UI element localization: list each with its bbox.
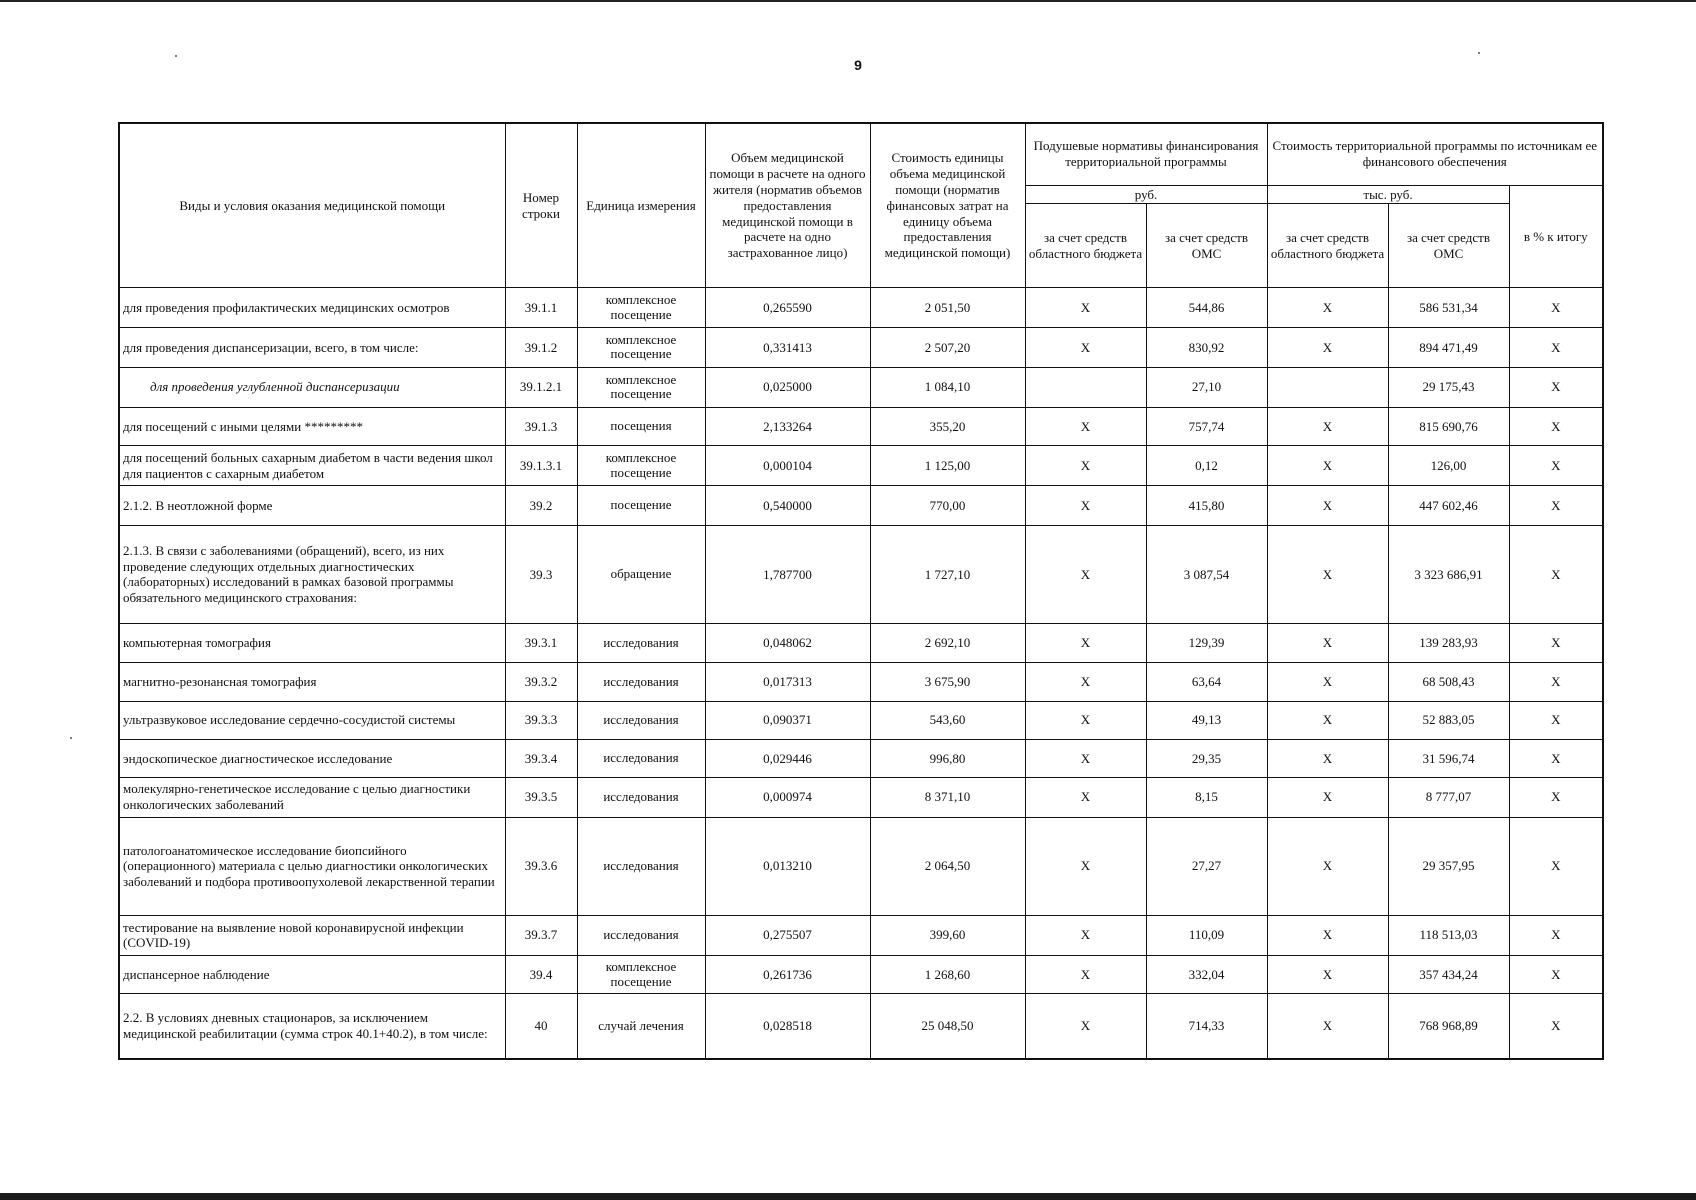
table-row	[119, 407, 1603, 446]
row-percent-cell: X	[1509, 955, 1603, 994]
row-name-cell: для проведения профилактических медицинских осмотров	[119, 288, 505, 328]
table-row	[119, 328, 1603, 368]
row-per-capita-oms-cell: 0,12	[1146, 446, 1267, 486]
table-row	[119, 288, 1603, 328]
row-program-budget-cell: X	[1267, 994, 1388, 1059]
table-row	[119, 662, 1603, 701]
row-percent-cell: X	[1509, 994, 1603, 1059]
row-percent-cell: X	[1509, 662, 1603, 701]
row-program-oms-cell: 29 357,95	[1388, 817, 1509, 915]
row-per-capita-oms-cell: 8,15	[1146, 777, 1267, 817]
row-number-cell: 39.3.6	[505, 817, 577, 915]
row-volume-cell: 0,025000	[705, 367, 870, 407]
row-number-cell: 39.3.4	[505, 740, 577, 778]
header-tp-regional-budget: за счет средств областного бюджета	[1267, 204, 1388, 288]
row-cost-cell: 3 675,90	[870, 662, 1025, 701]
row-unit-cell: исследования	[577, 777, 705, 817]
row-number-cell: 39.1.1	[505, 288, 577, 328]
row-volume-cell: 0,028518	[705, 994, 870, 1059]
row-percent-cell: X	[1509, 740, 1603, 778]
row-program-oms-cell: 139 283,93	[1388, 624, 1509, 663]
header-pc-oms: за счет средств ОМС	[1146, 204, 1267, 288]
row-percent-cell: X	[1509, 525, 1603, 623]
row-per-capita-oms-cell: 332,04	[1146, 955, 1267, 994]
row-per-capita-budget-cell: X	[1025, 994, 1146, 1059]
scan-speck	[70, 737, 72, 739]
row-per-capita-oms-cell: 110,09	[1146, 916, 1267, 956]
header-row-no: Номер строки	[505, 123, 577, 288]
row-per-capita-budget-cell: X	[1025, 955, 1146, 994]
table-row	[119, 994, 1603, 1059]
row-unit-cell: исследования	[577, 916, 705, 956]
row-program-budget-cell: X	[1267, 740, 1388, 778]
row-volume-cell: 0,275507	[705, 916, 870, 956]
scan-speck	[175, 55, 177, 57]
row-number-cell: 39.1.3	[505, 407, 577, 446]
row-name-cell: эндоскопическое диагностическое исследование	[119, 740, 505, 778]
row-number-cell: 39.3	[505, 525, 577, 623]
row-cost-cell: 25 048,50	[870, 994, 1025, 1059]
row-name-cell: компьютерная томография	[119, 624, 505, 663]
row-percent-cell: X	[1509, 407, 1603, 446]
row-per-capita-oms-cell: 29,35	[1146, 740, 1267, 778]
row-per-capita-budget-cell: X	[1025, 662, 1146, 701]
page-number: 9	[854, 57, 862, 73]
row-percent-cell: X	[1509, 328, 1603, 368]
scan-edge-bottom	[0, 1193, 1696, 1200]
row-cost-cell: 399,60	[870, 916, 1025, 956]
row-program-oms-cell: 52 883,05	[1388, 701, 1509, 740]
scan-edge-top	[0, 0, 1696, 2]
row-cost-cell: 2 051,50	[870, 288, 1025, 328]
row-percent-cell: X	[1509, 367, 1603, 407]
row-cost-cell: 2 692,10	[870, 624, 1025, 663]
row-per-capita-budget-cell: X	[1025, 624, 1146, 663]
row-program-budget-cell: X	[1267, 777, 1388, 817]
table-row	[119, 955, 1603, 994]
row-per-capita-budget-cell	[1025, 367, 1146, 407]
row-per-capita-oms-cell: 27,27	[1146, 817, 1267, 915]
row-per-capita-budget-cell: X	[1025, 407, 1146, 446]
row-percent-cell: X	[1509, 624, 1603, 663]
row-volume-cell: 2,133264	[705, 407, 870, 446]
row-unit-cell: исследования	[577, 740, 705, 778]
row-per-capita-oms-cell: 544,86	[1146, 288, 1267, 328]
row-unit-cell: исследования	[577, 624, 705, 663]
row-per-capita-oms-cell: 415,80	[1146, 486, 1267, 526]
row-program-oms-cell: 768 968,89	[1388, 994, 1509, 1059]
row-volume-cell: 0,029446	[705, 740, 870, 778]
row-per-capita-oms-cell: 714,33	[1146, 994, 1267, 1059]
row-unit-cell: комплексное посещение	[577, 367, 705, 407]
row-unit-cell: комплексное посещение	[577, 288, 705, 328]
row-program-oms-cell: 118 513,03	[1388, 916, 1509, 956]
row-percent-cell: X	[1509, 817, 1603, 915]
row-cost-cell: 8 371,10	[870, 777, 1025, 817]
row-cost-cell: 2 064,50	[870, 817, 1025, 915]
row-volume-cell: 0,331413	[705, 328, 870, 368]
row-unit-cell: исследования	[577, 817, 705, 915]
table-row	[119, 701, 1603, 740]
row-program-budget-cell: X	[1267, 624, 1388, 663]
row-per-capita-oms-cell: 3 087,54	[1146, 525, 1267, 623]
row-program-budget-cell: X	[1267, 701, 1388, 740]
row-unit-cell: обращение	[577, 525, 705, 623]
row-per-capita-budget-cell: X	[1025, 777, 1146, 817]
row-cost-cell: 1 084,10	[870, 367, 1025, 407]
row-program-oms-cell: 31 596,74	[1388, 740, 1509, 778]
row-program-budget-cell: X	[1267, 446, 1388, 486]
row-cost-cell: 543,60	[870, 701, 1025, 740]
row-per-capita-oms-cell: 27,10	[1146, 367, 1267, 407]
row-name-cell: для посещений больных сахарным диабетом в части ведения школ для пациентов с сахарным диабетом	[119, 446, 505, 486]
row-program-budget-cell: X	[1267, 662, 1388, 701]
row-program-oms-cell: 894 471,49	[1388, 328, 1509, 368]
row-program-budget-cell: X	[1267, 525, 1388, 623]
row-per-capita-budget-cell: X	[1025, 916, 1146, 956]
row-program-budget-cell: X	[1267, 916, 1388, 956]
row-number-cell: 39.3.2	[505, 662, 577, 701]
row-program-oms-cell: 68 508,43	[1388, 662, 1509, 701]
row-volume-cell: 0,048062	[705, 624, 870, 663]
row-unit-cell: посещения	[577, 407, 705, 446]
row-percent-cell: X	[1509, 777, 1603, 817]
row-program-oms-cell: 815 690,76	[1388, 407, 1509, 446]
table-row	[119, 486, 1603, 526]
row-name-cell: молекулярно-генетическое исследование с целью диагностики онкологических заболеваний	[119, 777, 505, 817]
row-per-capita-budget-cell: X	[1025, 740, 1146, 778]
row-cost-cell: 2 507,20	[870, 328, 1025, 368]
row-volume-cell: 0,013210	[705, 817, 870, 915]
header-pc-regional-budget: за счет средств областного бюджета	[1025, 204, 1146, 288]
row-cost-cell: 1 727,10	[870, 525, 1025, 623]
row-unit-cell: случай лечения	[577, 994, 705, 1059]
table-row	[119, 916, 1603, 956]
row-per-capita-oms-cell: 757,74	[1146, 407, 1267, 446]
header-volume: Объем медицинской помощи в расчете на одного жителя (норматив объемов предоставления медицинской помощи в расчете на одно застрахованное лицо)	[705, 123, 870, 288]
row-program-oms-cell: 357 434,24	[1388, 955, 1509, 994]
table-body	[119, 288, 1603, 1059]
row-volume-cell: 0,540000	[705, 486, 870, 526]
row-percent-cell: X	[1509, 486, 1603, 526]
row-program-budget-cell: X	[1267, 328, 1388, 368]
row-volume-cell: 0,261736	[705, 955, 870, 994]
row-per-capita-budget-cell: X	[1025, 328, 1146, 368]
header-percent-total: в % к итогу	[1509, 185, 1603, 288]
row-program-budget-cell	[1267, 367, 1388, 407]
row-program-oms-cell: 586 531,34	[1388, 288, 1509, 328]
row-unit-cell: посещение	[577, 486, 705, 526]
row-name-cell: 2.1.2. В неотложной форме	[119, 486, 505, 526]
row-volume-cell: 0,017313	[705, 662, 870, 701]
scan-speck	[1478, 52, 1480, 54]
header-type: Виды и условия оказания медицинской помощи	[119, 123, 505, 288]
row-per-capita-oms-cell: 830,92	[1146, 328, 1267, 368]
row-per-capita-budget-cell: X	[1025, 446, 1146, 486]
row-number-cell: 39.1.2.1	[505, 367, 577, 407]
row-number-cell: 40	[505, 994, 577, 1059]
row-per-capita-budget-cell: X	[1025, 486, 1146, 526]
row-name-cell: диспансерное наблюдение	[119, 955, 505, 994]
row-volume-cell: 0,000104	[705, 446, 870, 486]
table-row	[119, 367, 1603, 407]
row-name-cell: для проведения углубленной диспансеризации	[119, 367, 505, 407]
row-percent-cell: X	[1509, 701, 1603, 740]
row-program-budget-cell: X	[1267, 955, 1388, 994]
header-tp-oms: за счет средств ОМС	[1388, 204, 1509, 288]
row-name-cell: магнитно-резонансная томография	[119, 662, 505, 701]
row-number-cell: 39.2	[505, 486, 577, 526]
row-program-budget-cell: X	[1267, 407, 1388, 446]
row-name-cell: для посещений с иными целями *********	[119, 407, 505, 446]
row-percent-cell: X	[1509, 916, 1603, 956]
row-program-budget-cell: X	[1267, 817, 1388, 915]
row-name-cell: тестирование на выявление новой коронавирусной инфекции (COVID-19)	[119, 916, 505, 956]
row-number-cell: 39.1.3.1	[505, 446, 577, 486]
row-program-budget-cell: X	[1267, 486, 1388, 526]
row-program-budget-cell: X	[1267, 288, 1388, 328]
row-number-cell: 39.4	[505, 955, 577, 994]
row-program-oms-cell: 8 777,07	[1388, 777, 1509, 817]
row-volume-cell: 1,787700	[705, 525, 870, 623]
table-row	[119, 446, 1603, 486]
row-percent-cell: X	[1509, 288, 1603, 328]
header-unit-thousand-rub: тыс. руб.	[1267, 185, 1509, 204]
row-volume-cell: 0,265590	[705, 288, 870, 328]
medical-care-table	[118, 122, 1604, 1060]
row-per-capita-oms-cell: 129,39	[1146, 624, 1267, 663]
row-number-cell: 39.1.2	[505, 328, 577, 368]
row-per-capita-budget-cell: X	[1025, 817, 1146, 915]
row-per-capita-budget-cell: X	[1025, 288, 1146, 328]
row-program-oms-cell: 126,00	[1388, 446, 1509, 486]
table-row	[119, 624, 1603, 663]
row-per-capita-budget-cell: X	[1025, 701, 1146, 740]
row-name-cell: 2.2. В условиях дневных стационаров, за исключением медицинской реабилитации (сумма строк 40.1+40.2), в том числе:	[119, 994, 505, 1059]
row-number-cell: 39.3.3	[505, 701, 577, 740]
row-volume-cell: 0,090371	[705, 701, 870, 740]
row-volume-cell: 0,000974	[705, 777, 870, 817]
row-unit-cell: комплексное посещение	[577, 328, 705, 368]
row-name-cell: 2.1.3. В связи с заболеваниями (обращений), всего, из них проведение следующих отдельных диагностических (лабораторных) исследований в рамках базовой программы обязательного медицинского страхования:	[119, 525, 505, 623]
row-cost-cell: 996,80	[870, 740, 1025, 778]
row-cost-cell: 770,00	[870, 486, 1025, 526]
row-number-cell: 39.3.1	[505, 624, 577, 663]
row-number-cell: 39.3.5	[505, 777, 577, 817]
row-program-oms-cell: 3 323 686,91	[1388, 525, 1509, 623]
row-per-capita-oms-cell: 49,13	[1146, 701, 1267, 740]
row-name-cell: ультразвуковое исследование сердечно-сосудистой системы	[119, 701, 505, 740]
row-percent-cell: X	[1509, 446, 1603, 486]
row-unit-cell: комплексное посещение	[577, 955, 705, 994]
table-row	[119, 525, 1603, 623]
row-cost-cell: 1 268,60	[870, 955, 1025, 994]
table-row	[119, 777, 1603, 817]
header-cost: Стоимость единицы объема медицинской помощи (норматив финансовых затрат на единицу объема предоставления медицинской помощи)	[870, 123, 1025, 288]
table-row	[119, 740, 1603, 778]
row-name-cell: для проведения диспансеризации, всего, в том числе:	[119, 328, 505, 368]
row-cost-cell: 355,20	[870, 407, 1025, 446]
header-per-capita: Подушевые нормативы финансирования территориальной программы	[1025, 123, 1267, 185]
header-cost-program: Стоимость территориальной программы по источникам ее финансового обеспечения	[1267, 123, 1603, 185]
row-number-cell: 39.3.7	[505, 916, 577, 956]
row-per-capita-budget-cell: X	[1025, 525, 1146, 623]
row-unit-cell: исследования	[577, 662, 705, 701]
row-per-capita-oms-cell: 63,64	[1146, 662, 1267, 701]
row-name-cell: патологоанатомическое исследование биопсийного (операционного) материала с целью диагностики онкологических заболеваний и подбора противоопухолевой лекарственной терапии	[119, 817, 505, 915]
row-unit-cell: исследования	[577, 701, 705, 740]
row-program-oms-cell: 29 175,43	[1388, 367, 1509, 407]
row-program-oms-cell: 447 602,46	[1388, 486, 1509, 526]
header-unit-rub: руб.	[1025, 185, 1267, 204]
header-unit: Единица измерения	[577, 123, 705, 288]
row-unit-cell: комплексное посещение	[577, 446, 705, 486]
row-cost-cell: 1 125,00	[870, 446, 1025, 486]
table-row	[119, 817, 1603, 915]
